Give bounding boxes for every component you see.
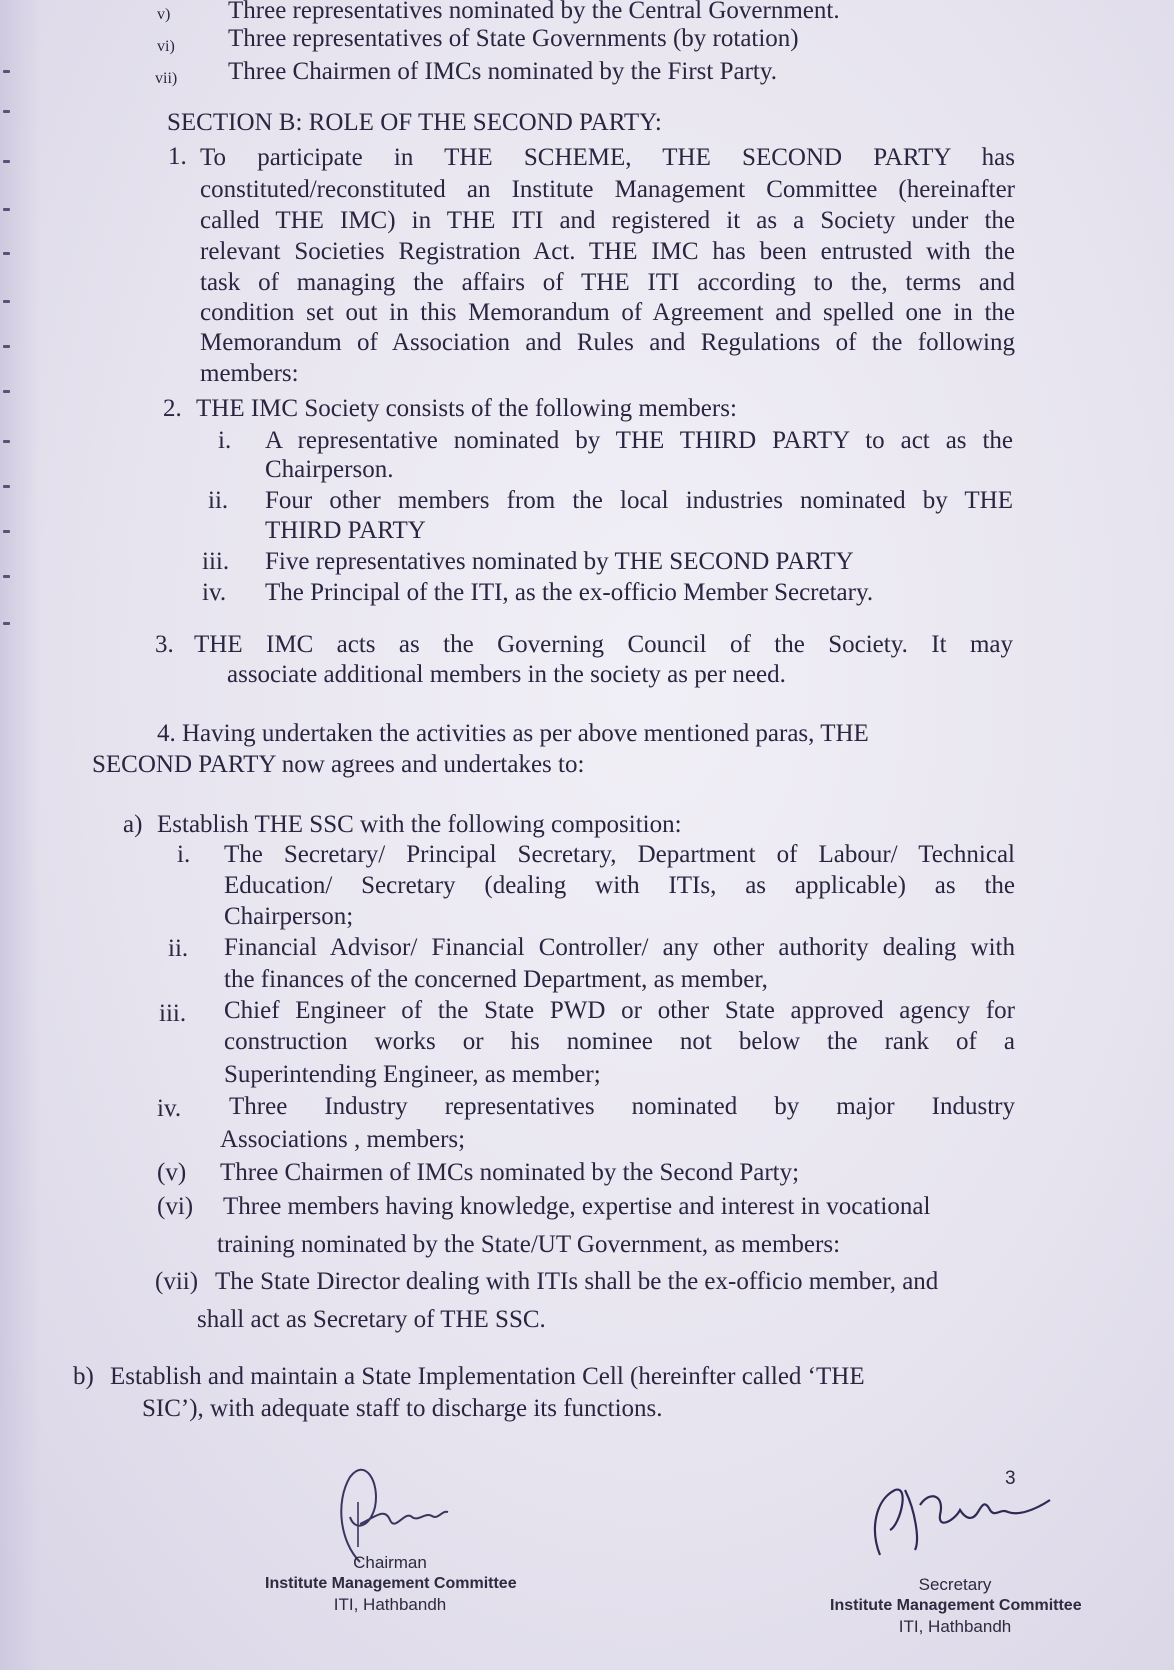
list-line: Three Industry representatives nominated by major Industry <box>229 1093 1015 1120</box>
list-line: construction works or his nominee not below the rank of a <box>224 1028 1015 1055</box>
signature-title: Secretary <box>918 1575 992 1594</box>
secretary-signature-block <box>830 1574 1080 1638</box>
list-line: Education/ Secretary (dealing with ITIs, as applicable) as the <box>224 872 1015 899</box>
para-line: task of managing the affairs of THE ITI according to the, terms and <box>200 269 1015 296</box>
top-list-num: vi) <box>157 38 175 55</box>
item-line: SIC’), with adequate staff to discharge its functions. <box>142 1395 663 1422</box>
margin-mark <box>3 575 10 578</box>
list-line: Five representatives nominated by THE SECOND PARTY <box>265 548 854 575</box>
list-line: Four other members from the local industries nominated by THE <box>265 487 1013 514</box>
list-num: (v) <box>157 1159 187 1186</box>
list-num: iii. <box>159 1000 187 1027</box>
list-line: Financial Advisor/ Financial Controller/ any other authority dealing with <box>224 934 1015 961</box>
signature-org: Institute Management Committee <box>830 1597 1082 1614</box>
list-line: Three Chairmen of IMCs nominated by the Second Party; <box>220 1159 800 1186</box>
margin-mark <box>3 390 10 393</box>
chairman-signature-block <box>265 1552 515 1616</box>
margin-mark <box>3 345 10 348</box>
para-line: To participate in THE SCHEME, THE SECOND PARTY has <box>200 144 1015 171</box>
margin-mark <box>3 208 10 211</box>
list-line: shall act as Secretary of THE SSC. <box>197 1306 546 1333</box>
para-number: 1. <box>168 143 187 170</box>
item-letter: b) <box>73 1363 94 1390</box>
margin-mark <box>3 622 10 625</box>
list-line: training nominated by the State/UT Government, as members: <box>217 1231 841 1258</box>
para-line: members: <box>200 360 299 387</box>
item-intro: Establish THE SSC with the following composition: <box>157 811 682 838</box>
list-line: The State Director dealing with ITIs shall be the ex-officio member, and <box>215 1268 939 1295</box>
para-line: relevant Societies Registration Act. THE IMC has been entrusted with the <box>200 238 1015 265</box>
top-list-text: Three representatives of State Governments (by rotation) <box>228 25 799 52</box>
list-num: iv. <box>157 1095 182 1122</box>
top-list-text: Three representatives nominated by the Central Government. <box>228 0 840 24</box>
list-line: Three members having knowledge, expertise and interest in vocational <box>223 1193 931 1220</box>
margin-mark <box>3 70 10 73</box>
para-line: THE IMC acts as the Governing Council of the Society. It may <box>194 631 1013 658</box>
list-line: Chief Engineer of the State PWD or other State approved agency for <box>224 997 1015 1024</box>
top-list-text: Three Chairmen of IMCs nominated by the First Party. <box>228 58 777 85</box>
page-number: 3 <box>1005 1468 1016 1489</box>
para-line: SECOND PARTY now agrees and undertakes to: <box>92 751 585 778</box>
list-num: i. <box>177 841 191 868</box>
para-number: 2. <box>163 395 182 422</box>
secretary-signature-icon <box>860 1470 1060 1565</box>
para-line: condition set out in this Memorandum of Agreement and spelled one in the <box>200 299 1015 326</box>
signature-org: Institute Management Committee <box>265 1575 517 1592</box>
para-line: constituted/reconstituted an Institute Management Committee (hereinafter <box>200 176 1015 203</box>
signature-place: ITI, Hathbandh <box>333 1595 447 1614</box>
margin-mark <box>3 530 10 533</box>
list-line: Associations , members; <box>220 1126 466 1153</box>
list-line: The Principal of the ITI, as the ex-officio Member Secretary. <box>265 579 874 606</box>
item-line: Establish and maintain a State Implementation Cell (hereinfter called ‘THE <box>110 1363 865 1390</box>
margin-mark <box>3 300 10 303</box>
list-line: A representative nominated by THE THIRD PARTY to act as the <box>265 427 1013 454</box>
margin-mark <box>3 485 10 488</box>
list-line: THIRD PARTY <box>265 517 426 544</box>
para-line: 4. Having undertaken the activities as per above mentioned paras, THE <box>157 720 869 747</box>
margin-mark <box>3 110 10 113</box>
para-line: associate additional members in the society as per need. <box>227 661 786 688</box>
top-list-num: vii) <box>155 70 178 87</box>
signature-place: ITI, Hathbandh <box>898 1617 1012 1636</box>
signature-title: Chairman <box>353 1553 427 1572</box>
list-line: Superintending Engineer, as member; <box>224 1061 601 1088</box>
list-line: The Secretary/ Principal Secretary, Department of Labour/ Technical <box>224 841 1015 868</box>
para-intro: THE IMC Society consists of the following members: <box>196 395 737 422</box>
para-line: Memorandum of Association and Rules and Regulations of the following <box>200 329 1015 356</box>
para-line: called THE IMC) in THE ITI and registered it as a Society under the <box>200 207 1015 234</box>
margin-mark <box>3 440 10 443</box>
list-num: (vi) <box>157 1193 194 1220</box>
list-line: Chairperson; <box>224 903 354 930</box>
margin-mark <box>3 252 10 255</box>
top-list-num: v) <box>157 6 171 23</box>
list-num: ii. <box>168 935 189 962</box>
section-heading: SECTION B: ROLE OF THE SECOND PARTY: <box>167 109 662 136</box>
list-line: Chairperson. <box>265 456 394 483</box>
para-number: 3. <box>155 631 174 658</box>
list-num: i. <box>218 427 232 454</box>
margin-mark <box>3 160 10 163</box>
list-line: the finances of the concerned Department, as member, <box>224 966 768 993</box>
list-num: ii. <box>208 487 229 514</box>
list-num: iv. <box>202 579 227 606</box>
item-letter: a) <box>123 811 143 838</box>
list-num: iii. <box>202 548 230 575</box>
list-num: (vii) <box>155 1268 199 1295</box>
